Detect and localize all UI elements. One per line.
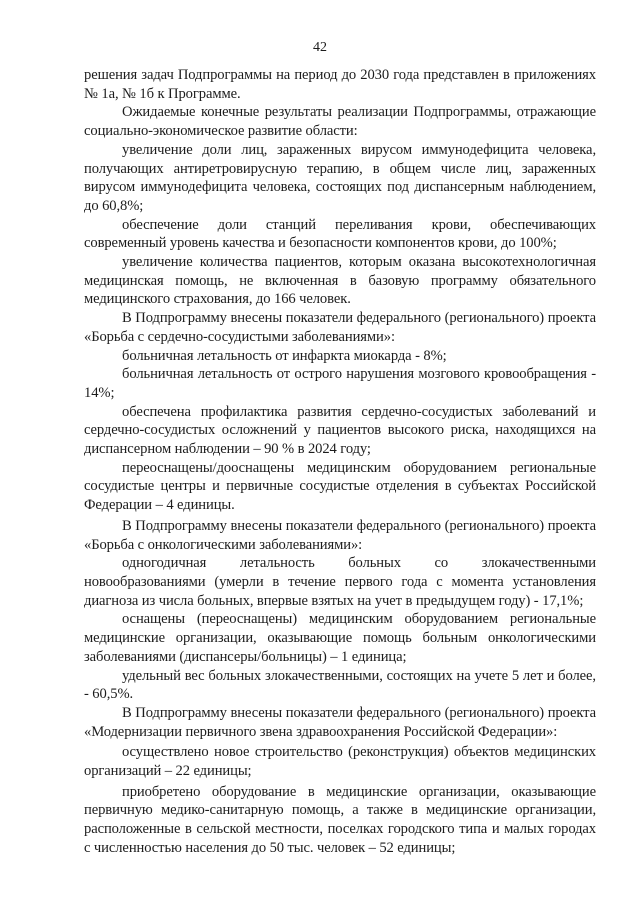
paragraph-7: больничная летальность от острого нарушения мозгового кровообращения - 14%; bbox=[84, 366, 596, 401]
paragraph-12: оснащены (переоснащены) медицинским оборудованием региональные медицинские организации, оказывающие помощь больным онкологическими заболеваниями (диспансеры/больницы) – 1 единица; bbox=[84, 611, 596, 665]
paragraph-8: обеспечена профилактика развития сердечно-сосудистых заболеваний и сердечно-сосудистых осложнений у пациентов высокого риска, находящихся на диспансерном наблюдении – 90 % в 2024 году; bbox=[84, 403, 596, 458]
paragraph-1: Ожидаемые конечные результаты реализации Подпрограммы, отражающие социально-экономическое развитие области: bbox=[84, 104, 596, 140]
paragraph-14: В Подпрограмму внесены показатели федерального (регионального) проекта «Модернизации первичного звена здравоохранения Российской Федерации»: bbox=[84, 704, 596, 740]
paragraph-6: больничная летальность от инфаркта миокарда - 8%; bbox=[122, 347, 447, 364]
page-number: 42 bbox=[313, 40, 327, 55]
paragraph-4: увеличение количества пациентов, которым оказана высокотехнологичная медицинская помощь, не включенная в базовую программу обязательного медицинского страхования, до 166 человек. bbox=[84, 254, 596, 308]
paragraph-10: В Подпрограмму внесены показатели федерального (регионального) проекта «Борьба с онкологическими заболеваниями»: bbox=[84, 517, 596, 553]
paragraph-9: переоснащены/дооснащены медицинским оборудованием региональные сосудистые центры и первичные сосудистые отделения в субъектах Российской Федерации – 4 единицы. bbox=[84, 459, 596, 514]
paragraph-11: одногодичная летальность больных со злокачественными новообразованиями (умерли в течение первого года с момента установления диагноза из числа больных, впервые взятых на учет в предыдущем году) - 17,1%; bbox=[84, 555, 596, 609]
paragraph-0: решения задач Подпрограммы на период до 2030 года представлен в приложениях № 1а, № 1б к Программе. bbox=[84, 67, 596, 102]
paragraph-16: приобретено оборудование в медицинские организации, оказывающие первичную медико-санитарную помощь, а также в медицинские организации, расположенные в сельской местности, поселках городского типа и малых городах с численностью населения до 50 тыс. человек – 52 единицы; bbox=[84, 783, 596, 856]
paragraph-2: увеличение доли лиц, зараженных вирусом иммунодефицита человека, получающих антиретровирусную терапию, в общем числе лиц, зараженных вирусом иммунодефицита человека, состоящих под диспансерным наблюдением, до 60,8%; bbox=[84, 141, 596, 214]
paragraph-3: обеспечение доли станций переливания крови, обеспечивающих современный уровень качества и безопасности компонентов крови, до 100%; bbox=[84, 216, 596, 252]
paragraph-5: В Подпрограмму внесены показатели федерального (регионального) проекта «Борьба с сердечно-сосудистыми заболеваниями»: bbox=[84, 310, 596, 345]
paragraph-15: осуществлено новое строительство (реконструкция) объектов медицинских организаций – 22 единицы; bbox=[84, 744, 596, 780]
document-body bbox=[84, 66, 596, 858]
paragraph-13: удельный вес больных злокачественными, состоящих на учете 5 лет и более, - 60,5%. bbox=[84, 667, 596, 703]
